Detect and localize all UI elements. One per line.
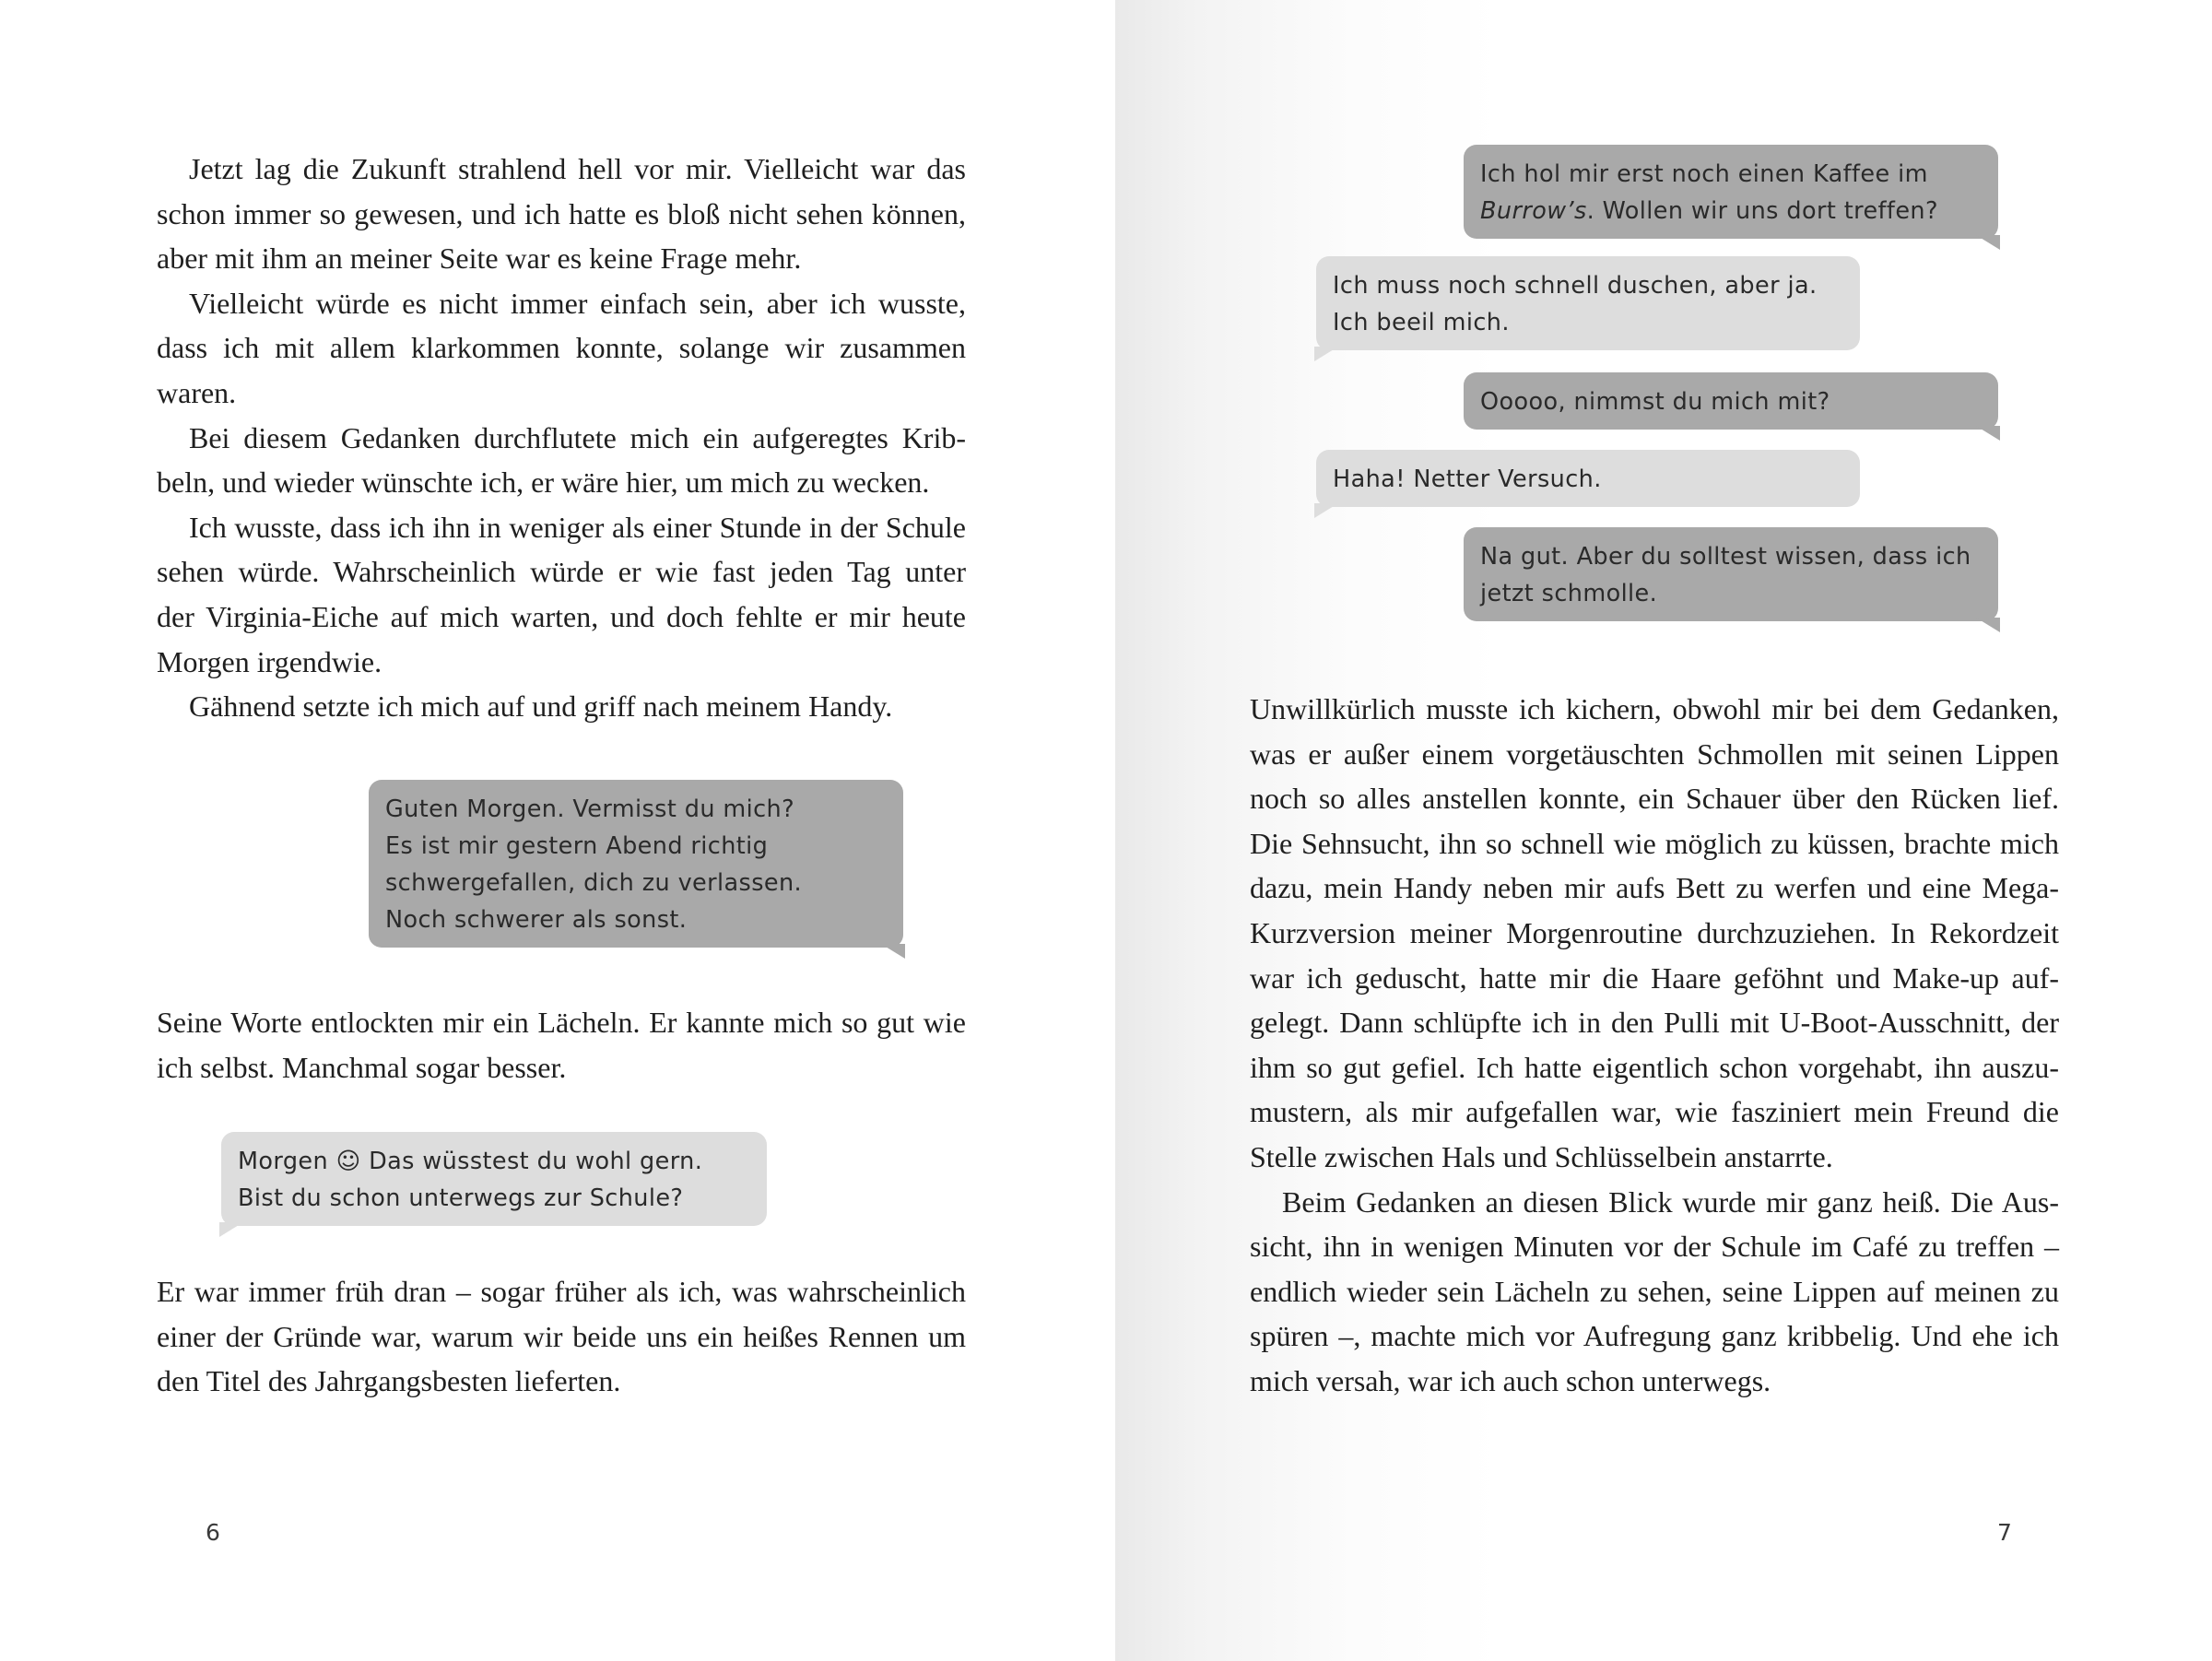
message-line: Noch schwerer als sonst.: [385, 906, 688, 934]
text-line: waren.: [157, 375, 237, 409]
paragraph: [157, 1269, 966, 1404]
text-line: Gähnend setzte ich mich auf und griff nach meinem Handy.: [189, 689, 893, 724]
text-line: Beim Gedanken an diesen Blick wurde mir ganz heiß. Die Aus-: [1282, 1184, 2059, 1219]
paragraph: [1250, 687, 2059, 1180]
text-line: ihm so gut gefiel. Ich hatte eigentlich schon vorgehabt, ihn auszu-: [1250, 1050, 2059, 1084]
text-line: noch so alles anstellen konnte, ein Schauer über den Rücken lief.: [1250, 782, 2059, 816]
message-bubble-sent: [369, 780, 903, 948]
message-line: schwergefallen, dich zu verlassen.: [385, 869, 803, 897]
text-line: dass ich mit allem klarkommen konnte, solange wir zusammen: [157, 331, 966, 365]
text-line: Stelle zwischen Hals und Schlüsselbein anstarrte.: [1250, 1139, 1833, 1173]
text-line: sicht, ihn in wenigen Minuten vor der Schule im Café zu treffen –: [1250, 1230, 2059, 1264]
message-line: Ich beeil mich.: [1333, 309, 1510, 336]
message-bubble-received: [1316, 256, 1860, 350]
message-bubble-sent: [1464, 372, 1998, 430]
left-text-top: [157, 147, 966, 729]
paragraph: [157, 684, 966, 729]
paragraph: [157, 1000, 966, 1090]
message-line: Morgen ☺ Das wüsstest du wohl gern.: [238, 1148, 703, 1175]
message-line: Guten Morgen. Vermisst du mich?: [385, 795, 795, 823]
left-text-bottom: [157, 1269, 966, 1404]
paragraph: [157, 505, 966, 684]
text-line: Die Sehnsucht, ihn so schnell wie möglich zu küssen, brachte mich: [1250, 826, 2059, 860]
text-line: Unwillkürlich musste ich kichern, obwohl mir bei dem Gedanken,: [1250, 692, 2059, 725]
text-line: aber mit ihm an meiner Seite war es keine Frage mehr.: [157, 241, 802, 276]
text-line: sehen würde. Wahrscheinlich würde er wie fast jeden Tag unter: [157, 555, 966, 589]
text-line: spüren –, machte mich vor Aufregung ganz kribbelig. Und ehe ich: [1250, 1319, 2059, 1353]
paragraph: [157, 147, 966, 281]
text-line: gelegt. Dann schlüpfte ich in den Pulli mit U-Boot-Ausschnitt, der: [1250, 1006, 2059, 1040]
cafe-name: Burrow’s: [1480, 197, 1587, 225]
message-bubble-received: [1316, 450, 1860, 507]
text-line: der Virginia-Eiche auf mich warten, und doch fehlte er mir heute: [157, 599, 966, 633]
message-bubble-sent: [1464, 527, 1998, 621]
message-line: [1480, 193, 1980, 230]
text-line: den Titel des Jahrgangsbesten lieferten.: [157, 1364, 621, 1398]
message-line: Haha! Netter Versuch.: [1333, 465, 1602, 493]
message-text: . Wollen wir uns dort treffen?: [1586, 197, 1938, 225]
text-line: ich selbst. Manchmal sogar besser.: [157, 1050, 567, 1084]
right-text: [1250, 687, 2059, 1404]
text-line: mustern, als mir aufgefallen war, wie fasziniert mein Freund die: [1250, 1095, 2059, 1129]
message-line: Bist du schon unterwegs zur Schule?: [238, 1184, 684, 1212]
message-bubble-received: [221, 1132, 767, 1226]
text-line: einer der Gründe war, warum wir beide uns ein heißes Rennen um: [157, 1319, 966, 1353]
page-number: 7: [1997, 1519, 2012, 1546]
text-line: Ich wusste, dass ich ihn in weniger als einer Stunde in der Schule: [189, 510, 966, 544]
text-line: Jetzt lag die Zukunft strahlend hell vor mir. Vielleicht war das: [189, 152, 966, 185]
text-line: war ich geduscht, hatte mir die Haare geföhnt und Make-up auf-: [1250, 960, 2059, 995]
left-text-middle: [157, 1000, 966, 1090]
message-line: Ooooo, nimmst du mich mit?: [1480, 388, 1830, 416]
text-line: dazu, mein Handy neben mir aufs Bett zu werfen und eine Mega-: [1250, 871, 2059, 905]
text-line: Kurzversion meiner Morgenroutine durchzuziehen. In Rekordzeit: [1250, 915, 2059, 949]
message-line: Ich hol mir erst noch einen Kaffee im: [1480, 160, 1928, 188]
paragraph: [157, 281, 966, 416]
text-line: Er war immer früh dran – sogar früher als ich, was wahrscheinlich: [157, 1275, 966, 1308]
text-line: Seine Worte entlockten mir ein Lächeln. Er kannte mich so gut wie: [157, 1006, 966, 1039]
text-line: mich versah, war ich auch schon unterwegs.: [1250, 1363, 1771, 1397]
paragraph: [1250, 1180, 2059, 1404]
text-line: was er außer einem vorgetäuschten Schmollen mit seinen Lippen: [1250, 736, 2059, 771]
right-page: [1115, 0, 2212, 1661]
page-number: 6: [206, 1519, 220, 1546]
text-line: Vielleicht würde es nicht immer einfach sein, aber ich wusste,: [189, 286, 966, 320]
text-line: Bei diesem Gedanken durchflutete mich ein aufgeregtes Krib-: [189, 420, 966, 454]
text-line: schon immer so gewesen, und ich hatte es bloß nicht sehen können,: [157, 196, 966, 230]
text-line: endlich wieder sein Lächeln zu sehen, seine Lippen auf meinen zu: [1250, 1274, 2059, 1308]
message-line: jetzt schmolle.: [1480, 580, 1658, 607]
text-line: Morgen irgendwie.: [157, 644, 382, 678]
text-line: beln, und wieder wünschte ich, er wäre hier, um mich zu wecken.: [157, 465, 930, 500]
message-bubble-sent: [1464, 145, 1998, 239]
message-line: Ich muss noch schnell duschen, aber ja.: [1333, 272, 1818, 300]
message-line: Na gut. Aber du solltest wissen, dass ich: [1480, 543, 1971, 571]
paragraph: [157, 416, 966, 505]
message-line: Es ist mir gestern Abend richtig: [385, 832, 769, 860]
